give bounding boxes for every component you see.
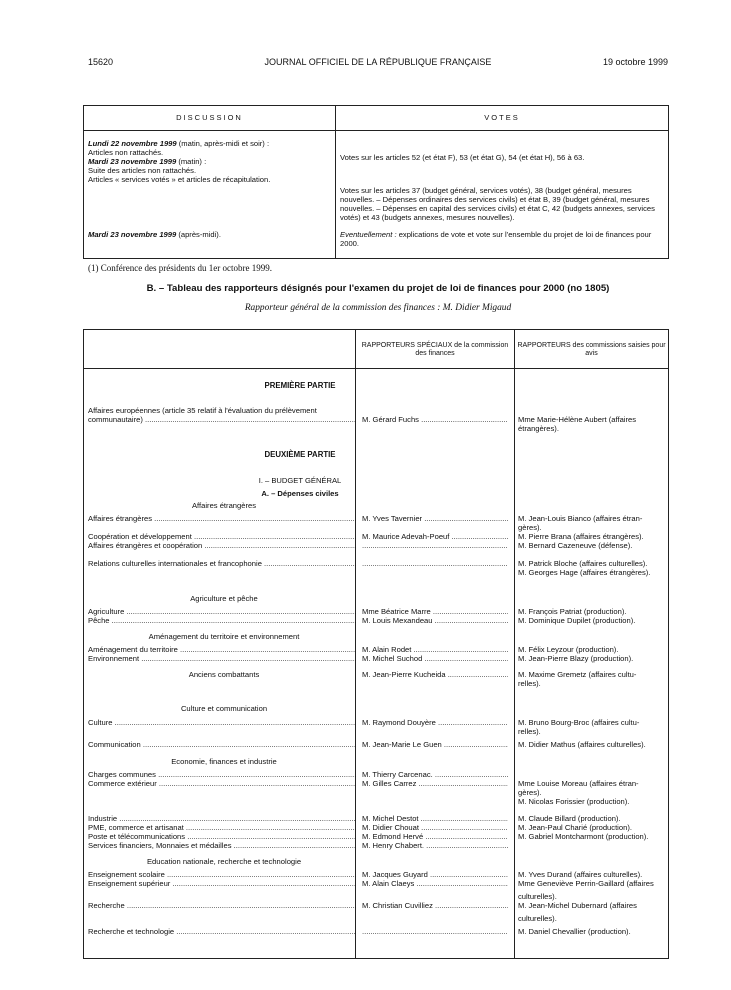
- page-header: [88, 57, 668, 71]
- mission-label: Affaires étrangères et coopération .....: [88, 541, 356, 550]
- opinion-rapporteur: gères).: [518, 788, 542, 797]
- mission-label: Environnement .....: [88, 654, 356, 663]
- opinion-rapporteur: M. Bernard Cazeneuve (défense).: [518, 541, 633, 550]
- mission-label: Pêche .....: [88, 616, 356, 625]
- table-section-row: [84, 632, 668, 641]
- opinion-rapporteur: Mme Marie-Hélène Aubert (affaires: [518, 415, 637, 424]
- section-label: Affaires étrangères: [191, 501, 257, 510]
- opinion-rapporteur: relles).: [518, 727, 541, 736]
- special-rapporteur: M. Christian Cuvilliez .....: [362, 901, 508, 910]
- opinion-rapporteur: M. Félix Leyzour (production).: [518, 645, 619, 654]
- opinion-rapporteur: gères).: [518, 523, 542, 532]
- special-rapporteur: M. Yves Tavernier .....: [362, 514, 508, 523]
- table-row: [84, 901, 668, 910]
- opinion-rapporteur: culturelles).: [518, 892, 557, 901]
- opinion-rapporteur: M. Gabriel Montcharmont (production).: [518, 832, 649, 841]
- table-row: [84, 832, 668, 841]
- table-row: [84, 727, 668, 736]
- table-row: [84, 616, 668, 625]
- opinion-rapporteur: M. Jean-Paul Charié (production).: [518, 823, 632, 832]
- header-divider: [84, 368, 668, 369]
- mission-label: Industrie .....: [88, 814, 356, 823]
- table-row: [84, 654, 668, 663]
- mission-label: communautaire) .....: [88, 415, 356, 424]
- mission-label: Recherche et technologie .....: [88, 927, 356, 936]
- special-rapporteur: M. Raymond Douyère .....: [362, 718, 508, 727]
- opinion-rapporteur: étrangères).: [518, 424, 559, 433]
- special-rapporteur: M. Alain Rodet .....: [362, 645, 508, 654]
- special-rapporteur: M. Didier Chouat .....: [362, 823, 508, 832]
- table-row: [84, 927, 668, 936]
- opinion-rapporteur: M. Daniel Chevallier (production).: [518, 927, 631, 936]
- table-row: [84, 914, 668, 923]
- table-row: [84, 514, 668, 523]
- section-label: Agriculture et pêche: [190, 594, 258, 603]
- table-section-row: [84, 704, 668, 713]
- table-row: [84, 879, 668, 888]
- special-rapporteur: M. Gilles Carrez .....: [362, 779, 508, 788]
- discussion-item: Articles « services votés » et articles de récapitulation.: [88, 175, 271, 184]
- table-row: [84, 814, 668, 823]
- special-rapporteur: Mme Béatrice Marre .....: [362, 607, 508, 616]
- mission-label: Aménagement du territoire .....: [88, 645, 356, 654]
- opinion-rapporteur: M. Yves Durand (affaires culturelles).: [518, 870, 643, 879]
- discussion-day-2: Mardi 23 novembre 1999 (matin) :: [88, 157, 207, 166]
- discussion-item: Articles non rattachés.: [88, 148, 164, 157]
- mission-label: Affaires étrangères .....: [88, 514, 356, 523]
- table-row: [84, 823, 668, 832]
- discussion-day-1: Lundi 22 novembre 1999 (matin, après-midi et soir) :: [88, 139, 270, 148]
- table-row: [84, 779, 668, 788]
- table-section-row: [84, 757, 668, 766]
- table-row: [84, 415, 668, 424]
- opinion-rapporteur: M. Dominique Dupilet (production).: [518, 616, 636, 625]
- mission-label: Culture .....: [88, 718, 356, 727]
- mission-label: Relations culturelles internationales et francophonie .....: [88, 559, 356, 568]
- special-rapporteur: [362, 559, 508, 568]
- section-title: B. – Tableau des rapporteurs désignés pour l'examen du projet de loi de finances pour 2000 (no 1805): [146, 283, 610, 294]
- mission-label: Charges communes .....: [88, 770, 356, 779]
- vote-entry: Votes sur les articles 52 (et état F), 53 (et état G), 54 (et état H), 56 à 63.: [340, 153, 585, 162]
- opinion-rapporteur: Mme Geneviève Perrin-Gaillard (affaires: [518, 879, 654, 888]
- mission-label: Recherche .....: [88, 901, 356, 910]
- footnote: (1) Conférence des présidents du 1er octobre 1999.: [88, 263, 272, 273]
- section-label: Anciens combattants: [188, 670, 260, 679]
- opinion-rapporteur: M. Jean-Pierre Blazy (production).: [518, 654, 634, 663]
- table-row: [84, 718, 668, 727]
- mission-label: Affaires européennes (article 35 relatif à l'évaluation du prélèvement: [88, 406, 317, 415]
- opinion-rapporteurs-header: RAPPORTEURS des commissions saisies pour avis: [517, 342, 666, 357]
- special-rapporteurs-header: RAPPORTEURS SPÉCIAUX de la commission des finances: [361, 342, 509, 357]
- table-row: [84, 797, 668, 806]
- section-label: Aménagement du territoire et environnement: [148, 632, 300, 641]
- table-row: [84, 568, 668, 577]
- opinion-rapporteur: M. Maxime Gremetz (affaires cultu-: [518, 670, 637, 679]
- vote-entry: Votes sur les articles 37 (budget général, services votés), 38 (budget général, mesures nouvelles. – Dépenses ordinaires des services civils) et état B, 39 (budget général, mesures nouvelles. – Dépenses en capital des services civils) et état C, 42 (budgets annexes, services votés) et 43 (budgets annexes, mesures nouvelles).: [340, 186, 655, 222]
- special-rapporteur: [362, 541, 508, 550]
- section-label: Culture et communication: [180, 704, 268, 713]
- table-row: [84, 788, 668, 797]
- discussion-votes-table: [83, 105, 669, 259]
- opinion-rapporteur: M. Jean-Michel Dubernard (affaires: [518, 901, 637, 910]
- opinion-rapporteur: M. Claude Billard (production).: [518, 814, 621, 823]
- mission-label: Agriculture .....: [88, 607, 356, 616]
- table-row: [84, 406, 668, 415]
- issue-date: 19 octobre 1999: [602, 57, 668, 67]
- opinion-rapporteur: M. Bruno Bourg-Broc (affaires cultu-: [518, 718, 640, 727]
- votes-column-header: VOTES: [484, 113, 520, 122]
- special-rapporteur: M. Alain Claeys .....: [362, 879, 508, 888]
- section-label: Economie, finances et industrie: [171, 757, 277, 766]
- table-section-row: [84, 857, 668, 866]
- opinion-rapporteur: M. Patrick Bloche (affaires culturelles).: [518, 559, 648, 568]
- opinion-rapporteur: Mme Louise Moreau (affaires étran-: [518, 779, 639, 788]
- table-row: [84, 645, 668, 654]
- part-heading: PREMIÈRE PARTIE: [264, 381, 336, 390]
- table-row: [84, 424, 668, 433]
- column-divider: [335, 106, 336, 258]
- special-rapporteur: M. Edmond Hervé .....: [362, 832, 508, 841]
- section-label: Education nationale, recherche et technologie: [146, 857, 302, 866]
- discussion-column-header: DISCUSSION: [176, 113, 243, 122]
- special-rapporteur: [362, 927, 508, 936]
- section-subtitle: Rapporteur général de la commission des finances : M. Didier Migaud: [244, 303, 512, 313]
- table-row: [84, 679, 668, 688]
- mission-label: Communication .....: [88, 740, 356, 749]
- special-rapporteur: M. Michel Destot .....: [362, 814, 508, 823]
- mission-label: Coopération et développement .....: [88, 532, 356, 541]
- special-rapporteur: M. Henry Chabert. .....: [362, 841, 508, 850]
- opinion-rapporteur: M. Jean-Louis Bianco (affaires étran-: [518, 514, 643, 523]
- opinion-rapporteur: M. Didier Mathus (affaires culturelles).: [518, 740, 646, 749]
- special-rapporteur: M. Jean-Marie Le Guen .....: [362, 740, 508, 749]
- table-row: [84, 870, 668, 879]
- special-rapporteur: M. Gérard Fuchs .....: [362, 415, 508, 424]
- opinion-rapporteur: M. Nicolas Forissier (production).: [518, 797, 630, 806]
- special-rapporteur: M. Louis Mexandeau .....: [362, 616, 508, 625]
- header-divider: [84, 130, 668, 131]
- table-row: [84, 559, 668, 568]
- part-heading: DEUXIÈME PARTIE: [264, 450, 336, 459]
- mission-label: Commerce extérieur .....: [88, 779, 356, 788]
- expenses-heading: A. – Dépenses civiles: [261, 489, 339, 498]
- table-section-row: [84, 594, 668, 603]
- opinion-rapporteur: M. François Patriat (production).: [518, 607, 627, 616]
- mission-label: Enseignement scolaire .....: [88, 870, 356, 879]
- opinion-rapporteur: M. Pierre Brana (affaires étrangères).: [518, 532, 644, 541]
- special-rapporteur: M. Maurice Adevah-Poeuf .....: [362, 532, 508, 541]
- mission-label: Services financiers, Monnaies et médailles .....: [88, 841, 356, 850]
- table-row: [84, 892, 668, 901]
- mission-label: Enseignement supérieur .....: [88, 879, 356, 888]
- table-section-row: [84, 670, 668, 679]
- vote-entry: Eventuellement : explications de vote et vote sur l'ensemble du projet de loi de finances pour 2000.: [340, 230, 652, 248]
- page-number: 15620: [88, 57, 114, 67]
- discussion-item: Suite des articles non rattachés.: [88, 166, 197, 175]
- table-row: [84, 541, 668, 550]
- opinion-rapporteur: culturelles).: [518, 914, 557, 923]
- table-row: [84, 523, 668, 532]
- table-row: [84, 740, 668, 749]
- opinion-rapporteur: relles).: [518, 679, 541, 688]
- special-rapporteur: M. Thierry Carcenac. .....: [362, 770, 508, 779]
- table-row: [84, 607, 668, 616]
- rapporteurs-table: [83, 329, 669, 959]
- table-row: [84, 841, 668, 850]
- discussion-day-3: Mardi 23 novembre 1999 (après-midi).: [88, 230, 221, 239]
- table-section-row: [84, 501, 668, 510]
- opinion-rapporteur: M. Georges Hage (affaires étrangères).: [518, 568, 651, 577]
- mission-label: PME, commerce et artisanat .....: [88, 823, 356, 832]
- special-rapporteur: M. Jean-Pierre Kucheida .....: [362, 670, 508, 679]
- table-row: [84, 770, 668, 779]
- budget-heading: I. – BUDGET GÉNÉRAL: [258, 476, 342, 485]
- special-rapporteur: M. Jacques Guyard .....: [362, 870, 508, 879]
- mission-label: Poste et télécommunications .....: [88, 832, 356, 841]
- journal-title: JOURNAL OFFICIEL DE LA RÉPUBLIQUE FRANÇAISE: [264, 57, 492, 67]
- table-row: [84, 532, 668, 541]
- special-rapporteur: M. Michel Suchod .....: [362, 654, 508, 663]
